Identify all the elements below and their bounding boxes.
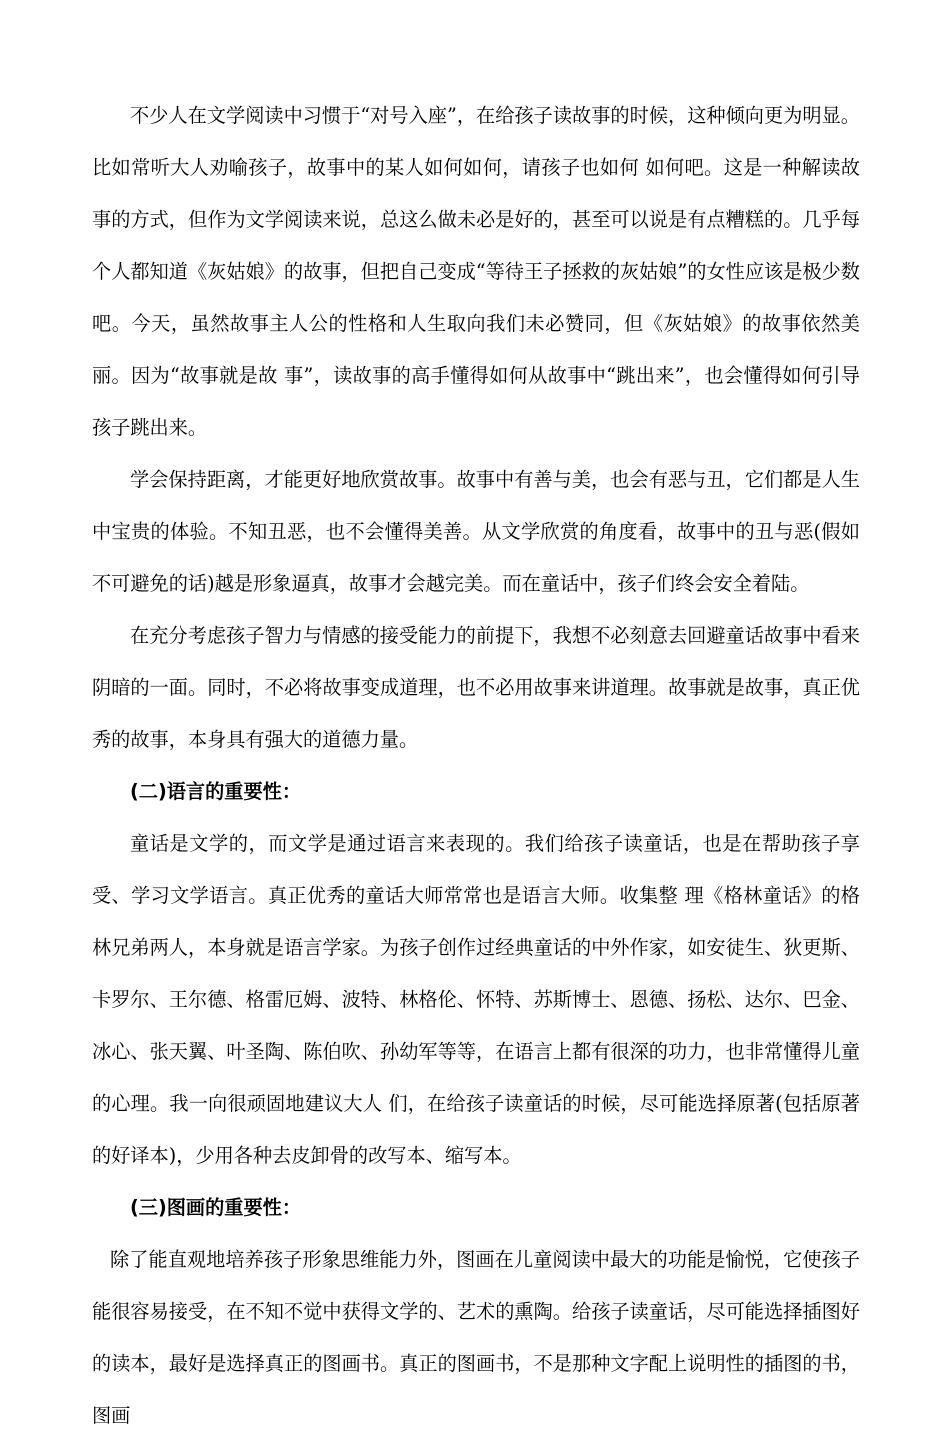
document-page	[92, 90, 860, 1442]
section-heading-language: (二)语言的重要性：	[130, 780, 302, 803]
paragraph-3: 在充分考虑孩子智力与情感的接受能力的前提下，我想不必刻意去回避童话故事中看来阴暗的一面。同时，不必将故事变成道理，也不必用故事来讲道理。故事就是故事，真正优秀的故事，本身具有强大的道德力量。	[92, 624, 860, 751]
section-heading-pictures: (三)图画的重要性：	[130, 1196, 302, 1219]
paragraph-5: 除了能直观地培养孩子形象思维能力外，图画在儿童阅读中最大的功能是愉悦，它使孩子能很容易接受，在不知不觉中获得文学的、艺术的熏陶。给孩子读童话，尽可能选择插图好的读本，最好是选择真正的图画书。真正的图画书，不是那种文字配上说明性的插图的书，图画	[92, 1248, 860, 1427]
paragraph-1: 不少人在文学阅读中习惯于“对号入座”，在给孩子读故事的时候，这种倾向更为明显。比如常听大人劝喻孩子，故事中的某人如何如何，请孩子也如何 如何吧。这是一种解读故事的方式，但作为文学阅读来说，总这么做未必是好的，甚至可以说是有点糟糕的。几乎每个人都知道《灰姑娘》的故事，但把自己变成“等待王子拯救的灰姑娘”的女性应该是极少数吧。今天，虽然故事主人公的性格和人生取向我们未必赞同，但《灰姑娘》的故事依然美丽。因为“故事就是故 事”，读故事的高手懂得如何从故事中“跳出来”，也会懂得如何引导孩子跳出来。	[92, 104, 860, 439]
paragraph-4: 童话是文学的，而文学是通过语言来表现的。我们给孩子读童话，也是在帮助孩子享受、学习文学语言。真正优秀的童话大师常常也是语言大师。收集整 理《格林童话》的格林兄弟两人，本身就是语言学家。为孩子创作过经典童话的中外作家，如安徒生、狄更斯、卡罗尔、王尔德、格雷厄姆、波特、林格伦、怀特、苏斯博士、恩德、扬松、达尔、巴金、冰心、张天翼、叶圣陶、陈伯吹、孙幼军等等，在语言上都有很深的功力，也非常懂得儿童的心理。我一向很顽固地建议大人 们，在给孩子读童话的时候，尽可能选择原著(包括原著的好译本)，少用各种去皮卸骨的改写本、缩写本。	[92, 832, 860, 1167]
paragraph-2: 学会保持距离，才能更好地欣赏故事。故事中有善与美，也会有恶与丑，它们都是人生中宝贵的体验。不知丑恶，也不会懂得美善。从文学欣赏的角度看，故事中的丑与恶(假如不可避免的话)越是形象逼真，故事才会越完美。而在童话中，孩子们终会安全着陆。	[92, 468, 860, 595]
